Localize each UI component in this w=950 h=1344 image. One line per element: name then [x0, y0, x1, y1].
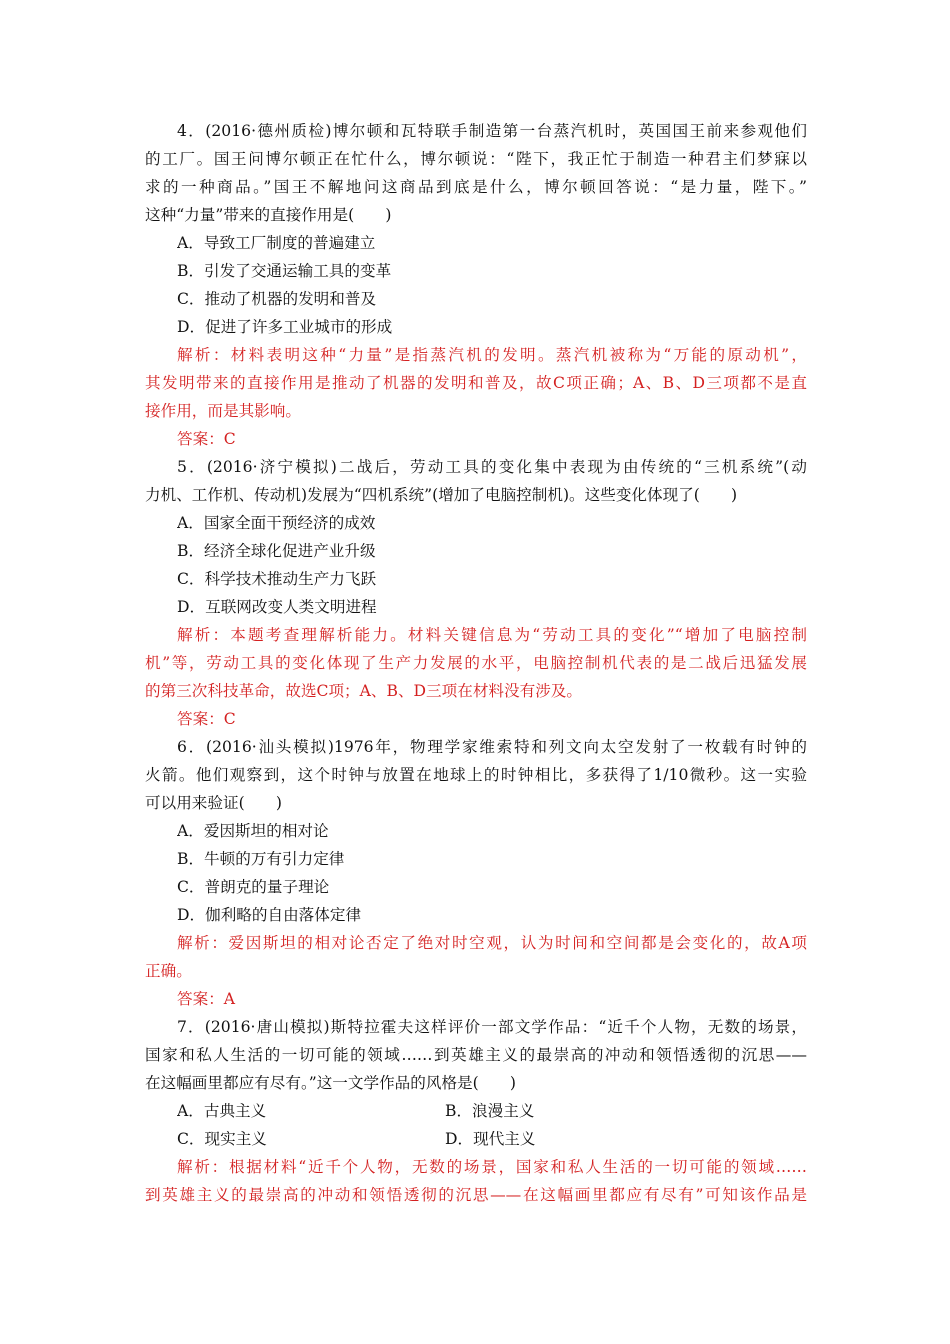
q7-stem-line-1: 7．(2016·唐山模拟)斯特拉霍夫这样评价一部文学作品：“近千个人物，无数的场景，: [177, 1018, 807, 1036]
q4-option-d: D．促进了许多工业城市的形成: [177, 318, 393, 336]
q7-option-c: C．现实主义: [177, 1130, 267, 1148]
q6-option-a: A．爱因斯坦的相对论: [177, 822, 329, 840]
q7-analysis-line-1: 解析：根据材料“近千个人物，无数的场景，国家和私人生活的一切可能的领域……: [177, 1158, 807, 1176]
q7-analysis-line-2: 到英雄主义的最崇高的冲动和领悟透彻的沉思——在这幅画里都应有尽有”可知该作品是: [145, 1186, 807, 1204]
q7-option-row-1: [177, 1097, 807, 1125]
q6-answer: 答案：A: [177, 990, 236, 1008]
q5-stem-line-2: 力机、工作机、传动机)发展为“四机系统”(增加了电脑控制机)。这些变化体现了( ): [145, 486, 738, 504]
q6-stem-line-2: 火箭。他们观察到，这个时钟与放置在地球上的时钟相比，多获得了1/10微秒。这一实验: [145, 766, 807, 784]
q6-option-c: C．普朗克的量子理论: [177, 878, 330, 896]
q4-analysis-line-3: 接作用，而是其影响。: [145, 402, 301, 420]
q4-answer: 答案：C: [177, 430, 236, 448]
q4-option-a: A．导致工厂制度的普遍建立: [177, 234, 376, 252]
q6-stem-line-1: 6．(2016·汕头模拟)1976年，物理学家维索特和列文向太空发射了一枚载有时钟的: [177, 738, 807, 756]
q4-analysis-line-1: 解析：材料表明这种“力量”是指蒸汽机的发明。蒸汽机被称为“万能的原动机”，: [177, 346, 807, 364]
q5-analysis-line-1: 解析：本题考查理解析能力。材料关键信息为“劳动工具的变化”“增加了电脑控制: [177, 626, 807, 644]
q5-answer: 答案：C: [177, 710, 236, 728]
q5-option-c: C．科学技术推动生产力飞跃: [177, 570, 377, 588]
q5-option-d: D．互联网改变人类文明进程: [177, 598, 377, 616]
q7-option-row-2: [177, 1125, 807, 1153]
q4-analysis-line-2: 其发明带来的直接作用是推动了机器的发明和普及，故C项正确；A、B、D三项都不是直: [145, 374, 807, 392]
q7-option-a: A．古典主义: [177, 1102, 267, 1120]
q5-option-b: B．经济全球化促进产业升级: [177, 542, 376, 560]
q5-option-a: A．国家全面干预经济的成效: [177, 514, 376, 532]
q4-stem-line-3: 求的一种商品。”国王不解地问这商品到底是什么，博尔顿回答说：“是力量，陛下。”: [145, 178, 807, 196]
q4-stem-line-4: 这种“力量”带来的直接作用是( ): [145, 206, 392, 224]
q6-option-d: D．伽利略的自由落体定律: [177, 906, 362, 924]
q7-stem-line-2: 国家和私人生活的一切可能的领域……到英雄主义的最崇高的冲动和领悟透彻的沉思——: [145, 1046, 807, 1064]
q6-option-b: B．牛顿的万有引力定律: [177, 850, 345, 868]
q6-stem-line-3: 可以用来验证( ): [145, 794, 282, 812]
q7-option-d: D．现代主义: [445, 1130, 536, 1148]
q7-stem-line-3: 在这幅画里都应有尽有。”这一文学作品的风格是( ): [145, 1074, 516, 1092]
q6-analysis-line-1: 解析：爱因斯坦的相对论否定了绝对时空观，认为时间和空间都是会变化的，故A项: [177, 934, 807, 952]
q7-option-b: B．浪漫主义: [445, 1102, 535, 1120]
q4-option-c: C．推动了机器的发明和普及: [177, 290, 377, 308]
q6-analysis-line-2: 正确。: [145, 962, 192, 980]
q4-option-b: B．引发了交通运输工具的变革: [177, 262, 392, 280]
q5-analysis-line-2: 机”等，劳动工具的变化体现了生产力发展的水平，电脑控制机代表的是二战后迅猛发展: [145, 654, 807, 672]
q5-stem-line-1: 5．(2016·济宁模拟)二战后，劳动工具的变化集中表现为由传统的“三机系统”(动: [177, 458, 807, 476]
q4-stem-line-2: 的工厂。国王问博尔顿正在忙什么，博尔顿说：“陛下，我正忙于制造一种君主们梦寐以: [145, 150, 807, 168]
q4-stem-line-1: 4．(2016·德州质检)博尔顿和瓦特联手制造第一台蒸汽机时，英国国王前来参观他们: [177, 122, 807, 140]
q5-analysis-line-3: 的第三次科技革命，故选C项；A、B、D三项在材料没有涉及。: [145, 682, 582, 700]
